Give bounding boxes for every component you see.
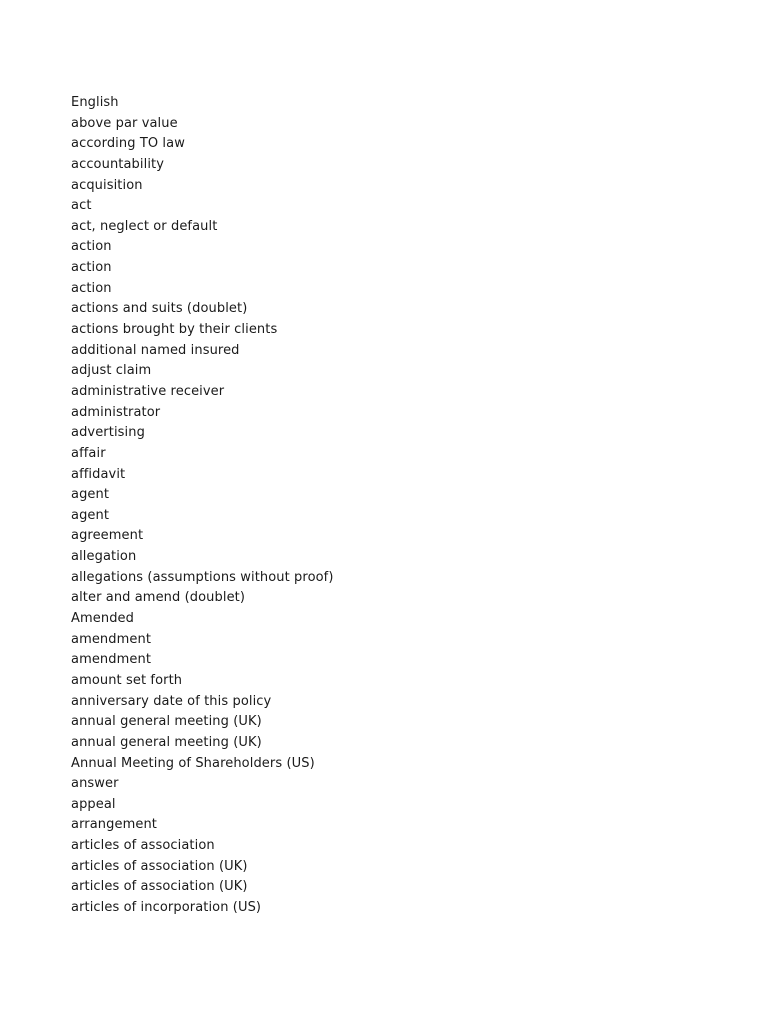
list-item: Amended (71, 611, 134, 627)
list-item: articles of incorporation (US) (71, 899, 262, 915)
list-item: articles of association (UK) (71, 858, 248, 874)
list-item: appeal (71, 796, 116, 812)
list-item: act (71, 198, 92, 214)
list-item: actions brought by their clients (71, 322, 278, 338)
list-item: allegation (71, 549, 137, 565)
list-item: adjust claim (71, 363, 152, 379)
list-item: above par value (71, 115, 178, 131)
list-item: affair (71, 445, 106, 461)
list-item: affidavit (71, 466, 126, 482)
list-item: advertising (71, 425, 145, 441)
list-item: allegations (assumptions without proof) (71, 569, 334, 585)
list-item: agent (71, 487, 110, 503)
list-item: action (71, 280, 112, 296)
list-item: acquisition (71, 177, 143, 193)
list-item: articles of association (71, 838, 215, 854)
list-item: according TO law (71, 136, 185, 152)
glossary-term-list (71, 93, 334, 919)
list-item: administrative receiver (71, 383, 225, 399)
list-item: alter and amend (doublet) (71, 590, 246, 606)
list-item: agent (71, 507, 110, 523)
list-item: articles of association (UK) (71, 879, 248, 895)
list-item: amount set forth (71, 672, 183, 688)
list-item: amendment (71, 631, 152, 647)
list-item: additional named insured (71, 342, 240, 358)
list-item: accountability (71, 156, 165, 172)
list-item: action (71, 260, 112, 276)
list-item: amendment (71, 652, 152, 668)
list-item: action (71, 239, 112, 255)
list-item: annual general meeting (UK) (71, 734, 262, 750)
list-item: annual general meeting (UK) (71, 714, 262, 730)
column-header: English (71, 95, 119, 110)
list-item: agreement (71, 528, 144, 544)
list-item: Annual Meeting of Shareholders (US) (71, 755, 315, 771)
list-item: actions and suits (doublet) (71, 301, 248, 317)
list-item: arrangement (71, 817, 157, 833)
list-item: anniversary date of this policy (71, 693, 272, 709)
list-item: act, neglect or default (71, 218, 218, 234)
list-item: administrator (71, 404, 161, 420)
list-item: answer (71, 776, 119, 792)
